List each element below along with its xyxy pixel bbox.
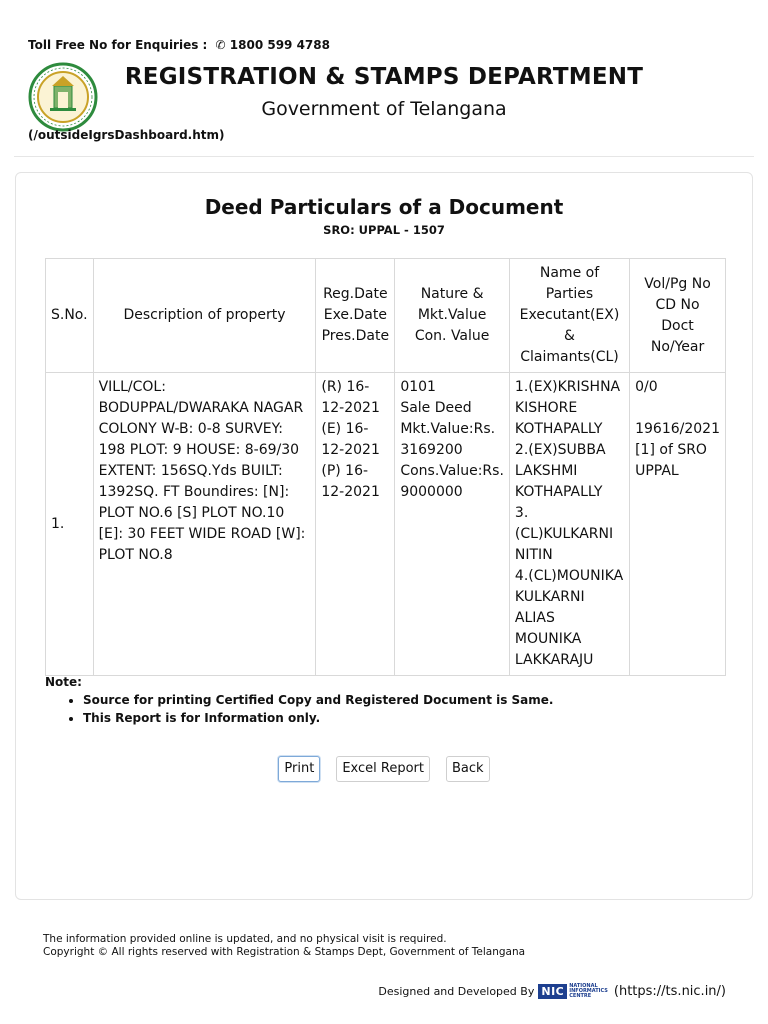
nic-logo-mark: NIC	[538, 984, 567, 999]
note-item: • Source for printing Certified Copy and Registered Document is Same.	[83, 691, 553, 709]
excel-report-button[interactable]: Excel Report	[336, 756, 430, 782]
footer-copyright: Copyright © All rights reserved with Registration & Stamps Dept, Government of Telangana	[43, 946, 526, 958]
print-button[interactable]: Print	[278, 756, 320, 782]
page-title: Deed Particulars of a Document	[204, 195, 564, 219]
header-parties: Name of Parties Executant(EX) & Claimants(CL)	[509, 259, 629, 373]
department-title: REGISTRATION & STAMPS DEPARTMENT	[124, 64, 644, 90]
note-section	[45, 675, 553, 727]
header-description: Description of property	[93, 259, 316, 373]
cell-vol-doct: 0/0 19616/2021 [1] of SRO UPPAL	[630, 373, 726, 676]
action-buttons	[16, 756, 752, 782]
back-button[interactable]: Back	[446, 756, 490, 782]
emblem-icon	[28, 62, 98, 132]
note-label: Note:	[45, 675, 82, 689]
cell-nature-value: 0101 Sale Deed Mkt.Value:Rs. 3169200 Cons.Value:Rs. 9000000	[395, 373, 510, 676]
deed-particulars-card	[15, 172, 753, 900]
cell-sno: 1.	[46, 373, 94, 676]
header-nature-value: Nature & Mkt.Value Con. Value	[395, 259, 510, 373]
table-header-row	[46, 259, 726, 373]
footer-info	[43, 933, 525, 959]
phone-icon: ✆	[215, 38, 226, 52]
cell-dates: (R) 16-12-2021 (E) 16-12-2021 (P) 16-12-2021	[316, 373, 395, 676]
header-dates: Reg.Date Exe.Date Pres.Date	[316, 259, 395, 373]
header-vol-doct: Vol/Pg No CD No Doct No/Year	[630, 259, 726, 373]
dashboard-link[interactable]: (/outsideIgrsDashboard.htm)	[28, 128, 225, 142]
header-sno: S.No.	[46, 259, 94, 373]
cell-parties: 1.(EX)KRISHNA KISHORE KOTHAPALLY 2.(EX)SUBBA LAKSHMI KOTHAPALLY 3.(CL)KULKARNI NITIN 4.(CL)MOUNIKA KULKARNI ALIAS MOUNIKA LAKKARAJU	[509, 373, 629, 676]
nic-logo[interactable]	[538, 984, 608, 999]
department-subtitle: Government of Telangana	[261, 98, 507, 120]
cell-description: VILL/COL: BODUPPAL/DWARAKA NAGAR COLONY W-B: 0-8 SURVEY: 198 PLOT: 9 HOUSE: 8-69/30 EXTENT: 156SQ.Yds BUILT: 1392SQ. FT Boundires: [N]: PLOT NO.6 [S] PLOT NO.10 [E]: 30 FEET WIDE ROAD [W]: PLOT NO.8	[93, 373, 316, 676]
sro-label: SRO: UPPAL - 1507	[323, 223, 445, 237]
deed-table	[45, 258, 726, 676]
toll-free-label: Toll Free No for Enquiries :	[28, 38, 208, 52]
note-item: • This Report is for Information only.	[83, 709, 553, 727]
table-row	[46, 373, 726, 676]
designed-by-label: Designed and Developed By	[378, 985, 535, 998]
nic-url-link[interactable]: (https://ts.nic.in/)	[613, 984, 726, 999]
footer-line-info: The information provided online is updated, and no physical visit is required.	[43, 933, 447, 945]
toll-free-number: 1800 599 4788	[229, 38, 330, 52]
footer-developer	[378, 984, 726, 999]
toll-free-info	[28, 38, 330, 52]
nic-logo-text: NATIONAL INFORMATICS CENTRE	[569, 983, 608, 999]
note-list	[45, 691, 553, 727]
telangana-emblem-logo[interactable]	[28, 62, 98, 132]
header-divider	[14, 156, 754, 157]
